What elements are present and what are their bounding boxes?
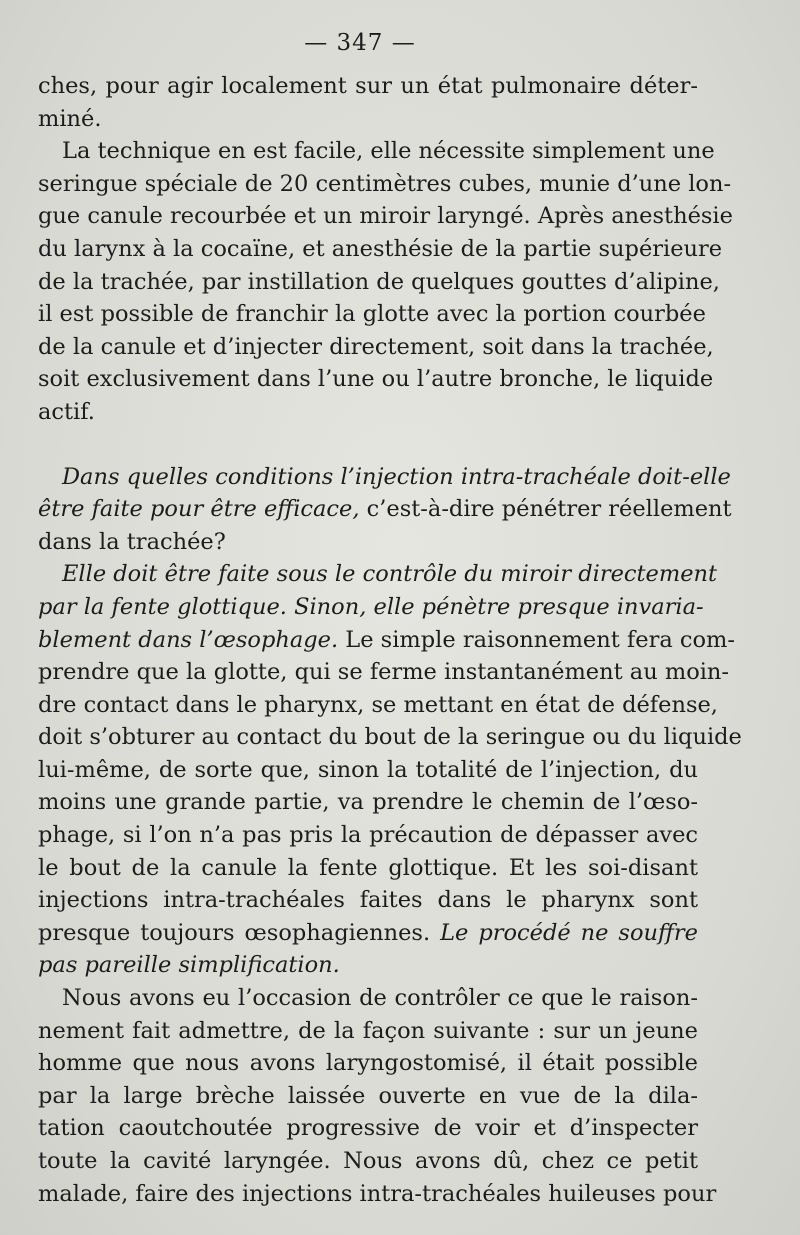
text-line: Elle doit être faite sous le contrôle du miroir directement [62,561,718,588]
text-line: par la large brèche laissée ouverte en vue de la dila- [38,1082,698,1109]
text-line: dans la trachée? [38,528,226,555]
text-line: pas pareille simplification. [38,952,340,979]
text-line: toute la cavité laryngée. Nous avons dû, chez ce petit [38,1148,698,1174]
text-line: moins une grande partie, va prendre le chemin de l’œso- [38,789,698,816]
text-line: homme que nous avons laryngostomisé, il était possible [38,1050,698,1077]
paragraph-2 [38,135,733,428]
text-line: dre contact dans le pharynx, se mettant en état de défense, [38,691,718,718]
text-line: le bout de la canule la fente glottique. Et les soi-disant [38,854,698,881]
text-line [38,493,732,526]
body-text [38,70,742,1210]
text-run: presque toujours œsophagiennes. [38,919,441,946]
paragraph-5 [38,982,717,1210]
text-line: de la canule et d’injecter directement, soit dans la trachée, [38,333,714,360]
paragraph-3 [38,461,732,559]
text-line: doit s’obturer au contact du bout de la seringue ou du liquide [38,724,742,751]
text-line: Nous avons eu l’occasion de contrôler ce que le raison- [62,985,698,1012]
italic-run: Le procédé ne souffre [440,919,698,946]
page-number: — 347 — [304,30,416,56]
text-line [38,624,735,657]
text-line: Dans quelles conditions l’injection intra-trachéale doit-elle [62,463,731,490]
paragraph-4 [38,558,742,982]
paragraph-gap [38,429,698,461]
text-line: phage, si l’on n’a pas pris la précaution de dépasser avec [38,822,698,849]
text-line: du larynx à la cocaïne, et anesthésie de la partie supérieure [38,235,723,262]
italic-run: blement dans l’œsophage. [38,626,339,653]
text-line: miné. [38,105,102,132]
text-line: La technique en est facile, elle nécessite simplement une [62,138,715,165]
text-run: Le simple raisonnement fera com- [338,626,735,653]
text-line: de la trachée, par instillation de quelques gouttes d’alipine, [38,268,720,295]
text-line: gue canule recourbée et un miroir laryngé. Après anesthésie [38,203,733,230]
text-line: injections intra-trachéales faites dans le pharynx sont [38,887,698,914]
text-line: soit exclusivement dans l’une ou l’autre bronche, le liquide [38,366,714,393]
text-line: actif. [38,398,95,425]
text-line: malade, faire des injections intra-trachéales huileuses pour [38,1180,717,1207]
text-line: tation caoutchoutée progressive de voir et d’inspecter [38,1115,698,1142]
paragraph-1 [38,70,698,135]
text-run: c’est-à-dire pénétrer réellement [359,496,732,523]
text-line: lui-même, de sorte que, sinon la totalité de l’injection, du [38,756,698,783]
text-line: prendre que la glotte, qui se ferme instantanément au moin- [38,659,730,686]
text-line: il est possible de franchir la glotte avec la portion courbée [38,301,706,328]
text-line: par la fente glottique. Sinon, elle pénètre presque invaria- [38,593,704,620]
italic-run: être faite pour être efficace, [38,496,360,523]
text-line: ches, pour agir localement sur un état pulmonaire déter- [38,73,698,99]
text-line [38,917,698,950]
text-line: nement fait admettre, de la façon suivante : sur un jeune [38,1017,698,1044]
text-line: seringue spéciale de 20 centimètres cubes, munie d’une lon- [38,170,732,197]
